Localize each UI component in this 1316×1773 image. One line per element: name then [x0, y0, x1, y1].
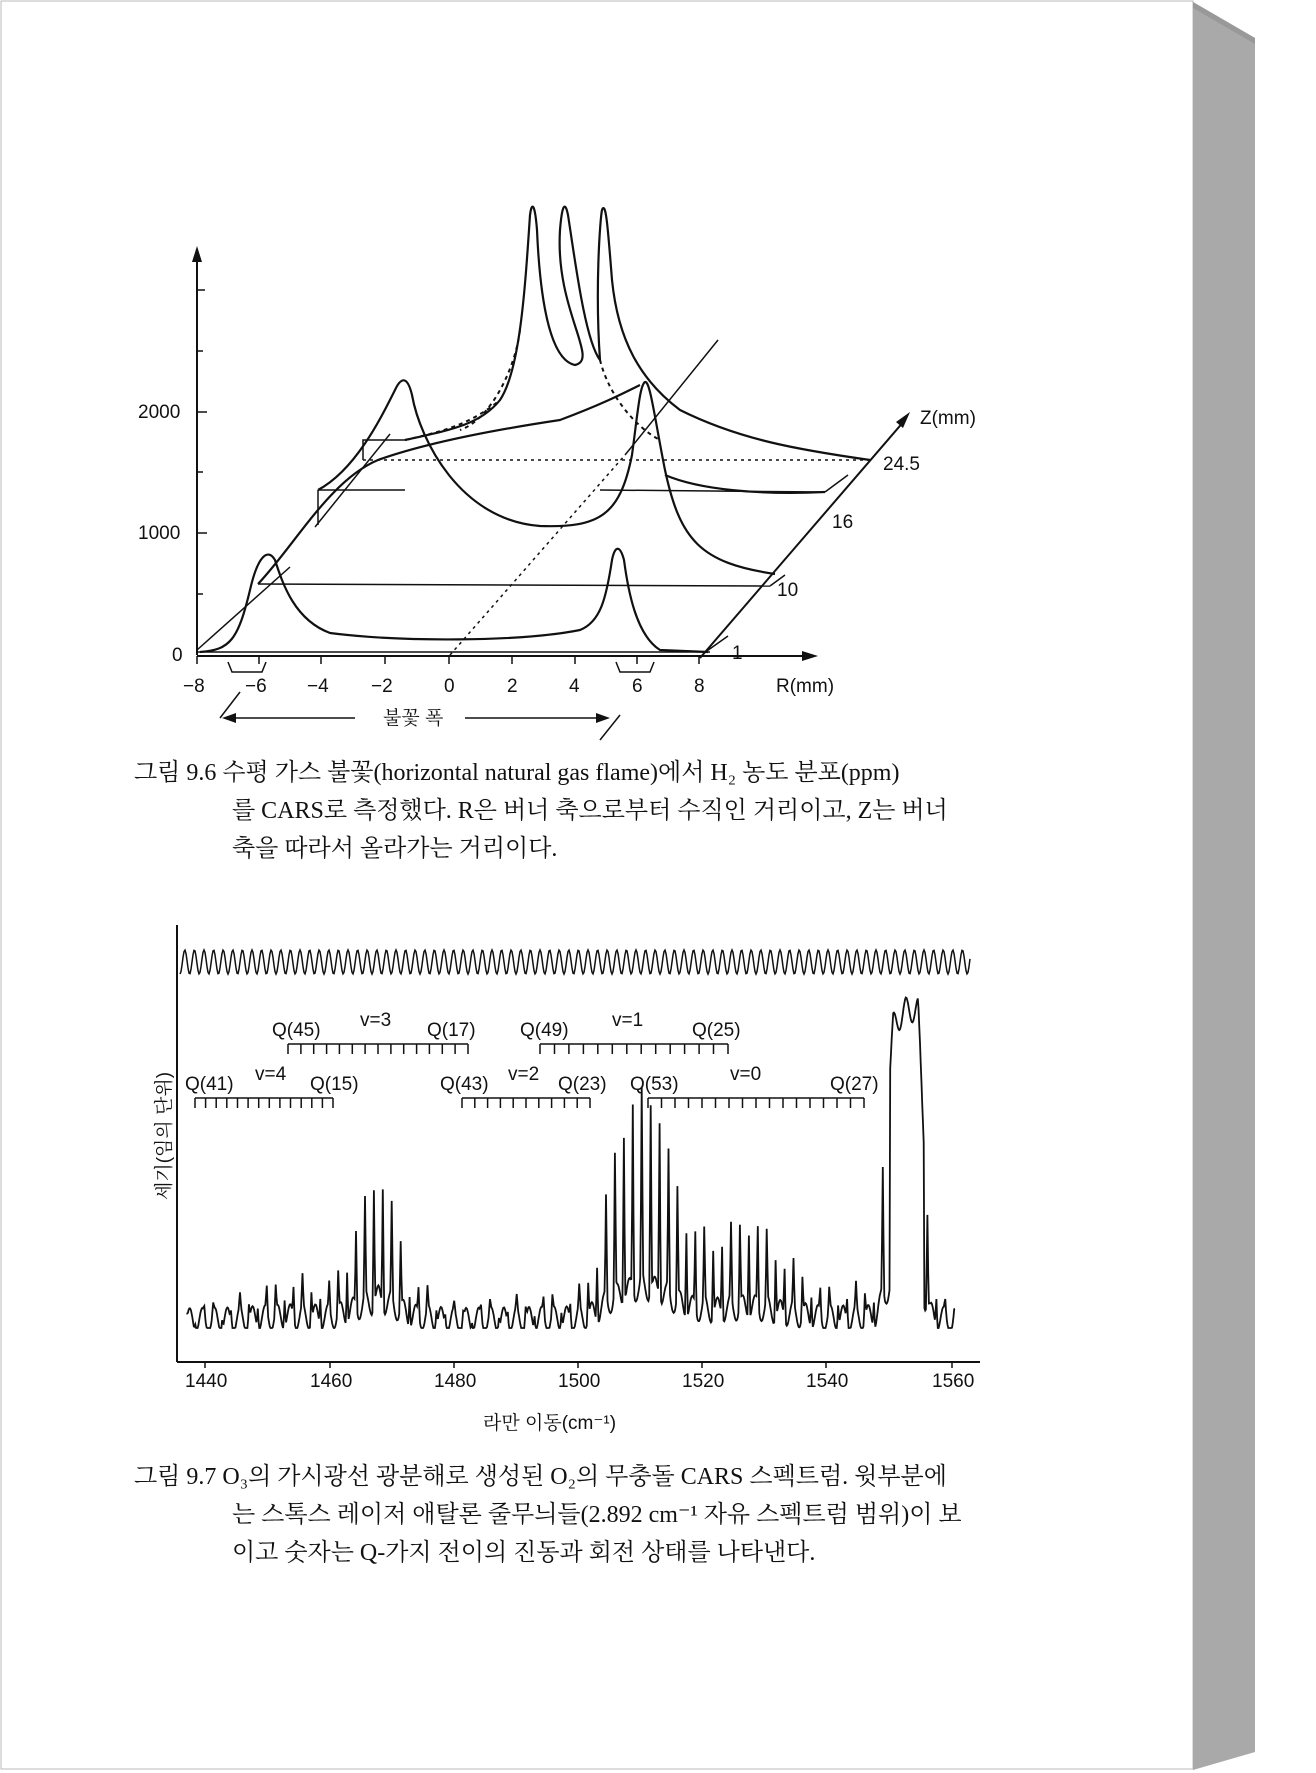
- x-tick-label: 1520: [682, 1371, 725, 1392]
- band-label: Q(25): [692, 1020, 741, 1041]
- z-tick-label: 16: [832, 512, 854, 533]
- band-label: Q(45): [272, 1020, 321, 1041]
- caption-9-6-line-3: 축을 따라서 올라가는 거리이다.: [232, 836, 558, 862]
- x-tick-label: −2: [371, 676, 393, 697]
- x-axis-label: R(mm): [776, 676, 835, 697]
- x-tick-label: 8: [694, 676, 705, 697]
- x-tick-label: 1440: [185, 1371, 228, 1392]
- band-label: Q(41): [185, 1074, 234, 1095]
- x-tick-label: 1500: [558, 1371, 601, 1392]
- band-label: Q(49): [520, 1020, 569, 1041]
- band-label: v=0: [730, 1064, 762, 1085]
- x-tick-label: 1560: [932, 1371, 975, 1392]
- x-tick-label: −6: [245, 676, 267, 697]
- x-tick-label: −4: [307, 676, 329, 697]
- x-tick-label: 1540: [806, 1371, 849, 1392]
- y-axis-label: 세기(임의 단위): [154, 1071, 175, 1200]
- x-tick-label: 4: [569, 676, 580, 697]
- z-tick-label: 1: [732, 643, 743, 664]
- z-axis-label: Z(mm): [920, 408, 976, 429]
- x-axis-label: 라만 이동(cm⁻¹): [483, 1413, 617, 1434]
- x-tick-label: 1460: [310, 1371, 353, 1392]
- band-label: Q(15): [310, 1074, 359, 1095]
- z-tick-label: 24.5: [883, 454, 920, 475]
- x-tick-label: 6: [632, 676, 643, 697]
- band-label: Q(27): [830, 1074, 879, 1095]
- band-label: Q(23): [558, 1074, 607, 1095]
- band-label: v=3: [360, 1010, 392, 1031]
- band-label: v=4: [255, 1064, 287, 1085]
- band-label: Q(17): [427, 1020, 476, 1041]
- x-tick-label: −8: [183, 676, 205, 697]
- x-tick-label: 1480: [434, 1371, 477, 1392]
- book-edge: [1193, 2, 1255, 1770]
- flame-width-label: 불꽃 폭: [383, 708, 444, 729]
- caption-9-7-line-2: 는 스톡스 레이저 애탈론 줄무늬들(2.892 cm⁻¹ 자유 스펙트럼 범위)이 보: [232, 1502, 962, 1528]
- band-label: Q(53): [630, 1074, 679, 1095]
- caption-9-7-line-1: 그림 9.7 O₃의 가시광선 광분해로 생성된 O₂의 무충돌 CARS 스펙트럼. 윗부분에: [134, 1464, 947, 1490]
- band-label: v=2: [508, 1064, 540, 1085]
- y-tick-1000: 1000: [138, 523, 181, 544]
- y-tick-0: 0: [172, 645, 183, 666]
- band-label: Q(43): [440, 1074, 489, 1095]
- x-tick-label: 0: [444, 676, 455, 697]
- caption-9-6-line-2: 를 CARS로 측정했다. R은 버너 축으로부터 수직인 거리이고, Z는 버너: [232, 798, 948, 824]
- x-tick-label: 2: [507, 676, 518, 697]
- z-tick-label: 10: [777, 580, 799, 601]
- y-tick-2000: 2000: [138, 402, 181, 423]
- caption-9-6-line-1: 그림 9.6 수평 가스 불꽃(horizontal natural gas flame)에서 H₂ 농도 분포(ppm): [134, 760, 900, 786]
- band-label: v=1: [612, 1010, 644, 1031]
- caption-9-7-line-3: 이고 숫자는 Q-가지 전이의 진동과 회전 상태를 나타낸다.: [232, 1540, 816, 1566]
